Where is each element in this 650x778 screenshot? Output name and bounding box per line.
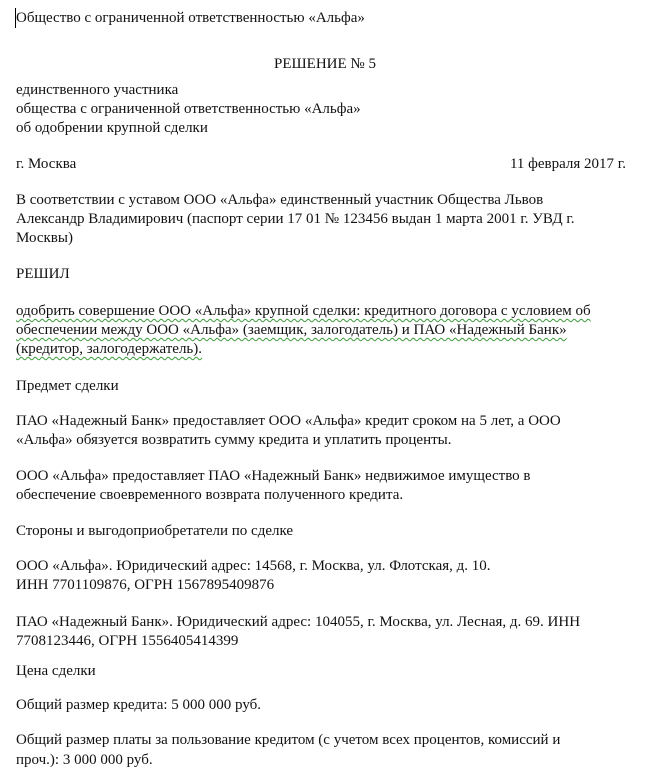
party2-line-1: ПАО «Надежный Банк». Юридический адрес: 104055, г. Москва, ул. Лесная, д. 69. ИНН <box>16 614 581 630</box>
fee-total-line-1: Общий размер платы за пользование кредитом (с учетом всех процентов, комиссий и <box>16 732 561 748</box>
decision-line-3: (кредитор, залогодержатель). <box>16 341 203 357</box>
company-header: Общество с ограниченной ответственностью «Альфа» <box>16 10 365 26</box>
credit-total: Общий размер кредита: 5 000 000 руб. <box>16 697 262 713</box>
party1-line-1: ООО «Альфа». Юридический адрес: 14568, г. Москва, ул. Флотская, д. 10. <box>16 558 491 574</box>
decision-line-1: одобрить совершение ООО «Альфа» крупной сделки: кредитного договора с условием об <box>16 303 591 319</box>
parties-heading: Стороны и выгодоприобретатели по сделке <box>16 523 294 539</box>
party1-line-2: ИНН 7701109876, ОГРН 1567895409876 <box>16 577 275 593</box>
city: г. Москва <box>16 156 77 172</box>
document-title: РЕШЕНИЕ № 5 <box>274 56 376 72</box>
preamble-line-3: Москвы) <box>16 230 73 246</box>
subtitle-line-2: общества с ограниченной ответственностью «Альфа» <box>16 101 361 117</box>
subtitle-line-3: об одобрении крупной сделки <box>16 120 208 136</box>
subject-p1-line-1: ПАО «Надежный Банк» предоставляет ООО «Альфа» кредит сроком на 5 лет, а ООО <box>16 413 561 429</box>
subject-p2-line-1: ООО «Альфа» предоставляет ПАО «Надежный Банк» недвижимое имущество в <box>16 468 531 484</box>
document-date: 11 февраля 2017 г. <box>509 156 626 172</box>
decided-heading: РЕШИЛ <box>16 266 70 282</box>
subject-p2-line-2: обеспечение своевременного возврата полученного кредита. <box>16 487 404 503</box>
subtitle-line-1: единственного участника <box>16 82 179 98</box>
preamble-line-1: В соответствии с уставом ООО «Альфа» единственный участник Общества Львов <box>16 192 544 208</box>
decision-line-2: обеспечении между ООО «Альфа» (заемщик, залогодатель) и ПАО «Надежный Банк» <box>16 322 567 338</box>
subject-p1-line-2: «Альфа» обязуется возвратить сумму кредита и уплатить проценты. <box>16 432 452 448</box>
preamble-line-2: Александр Владимирович (паспорт серии 17 01 № 123456 выдан 1 марта 2001 г. УВД г. <box>16 211 575 227</box>
party2-line-2: 7708123446, ОГРН 1556405414399 <box>16 633 239 649</box>
fee-total-line-2: проч.): 3 000 000 руб. <box>16 752 153 768</box>
price-heading: Цена сделки <box>16 663 96 679</box>
subject-heading: Предмет сделки <box>16 378 119 394</box>
